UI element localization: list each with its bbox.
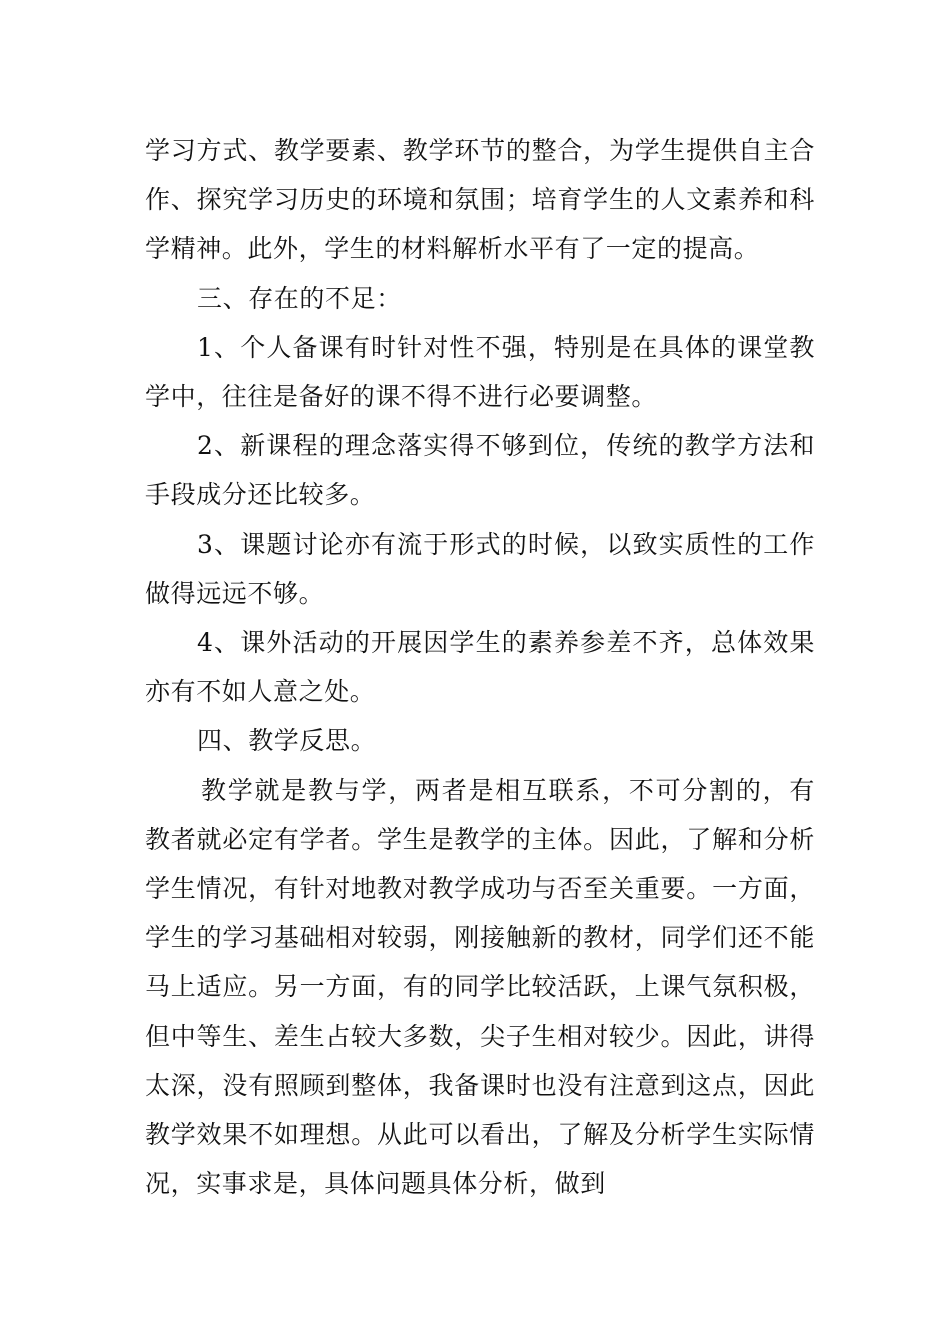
section-heading-reflection: 四、教学反思。 xyxy=(197,726,377,756)
list-item-3: 3、课题讨论亦有流于形式的时候，以致实质性的工作做得远远不够。 xyxy=(145,529,815,608)
list-item-2: 2、新课程的理念落实得不够到位，传统的教学方法和手段成分还比较多。 xyxy=(145,431,815,510)
section-heading-shortcomings: 三、存在的不足： xyxy=(197,283,402,313)
list-item-4: 4、课外活动的开展因学生的素养参差不齐，总体效果亦有不如人意之处。 xyxy=(145,628,815,707)
paragraph-continuation: 学习方式、教学要素、教学环节的整合，为学生提供自主合作、探究学习历史的环境和氛围；培育学生的人文素养和科学精神。此外，学生的材料解析水平有了一定的提高。 xyxy=(145,136,815,264)
document-body xyxy=(145,126,815,1208)
paragraph-reflection: 教学就是教与学，两者是相互联系，不可分割的，有教者就必定有学者。学生是教学的主体。因此，了解和分析学生情况，有针对地教对教学成功与否至关重要。一方面，学生的学习基础相对较弱，刚接触新的教材，同学们还不能马上适应。另一方面，有的同学比较活跃，上课气氛积极，但中等生、差生占较大多数，尖子生相对较少。因此，讲得太深，没有照顾到整体，我备课时也没有注意到这点，因此教学效果不如理想。从此可以看出，了解及分析学生实际情况，实事求是，具体问题具体分析，做到 xyxy=(145,775,815,1199)
list-item-1: 1、个人备课有时针对性不强，特别是在具体的课堂教学中，往往是备好的课不得不进行必要调整。 xyxy=(145,332,815,412)
